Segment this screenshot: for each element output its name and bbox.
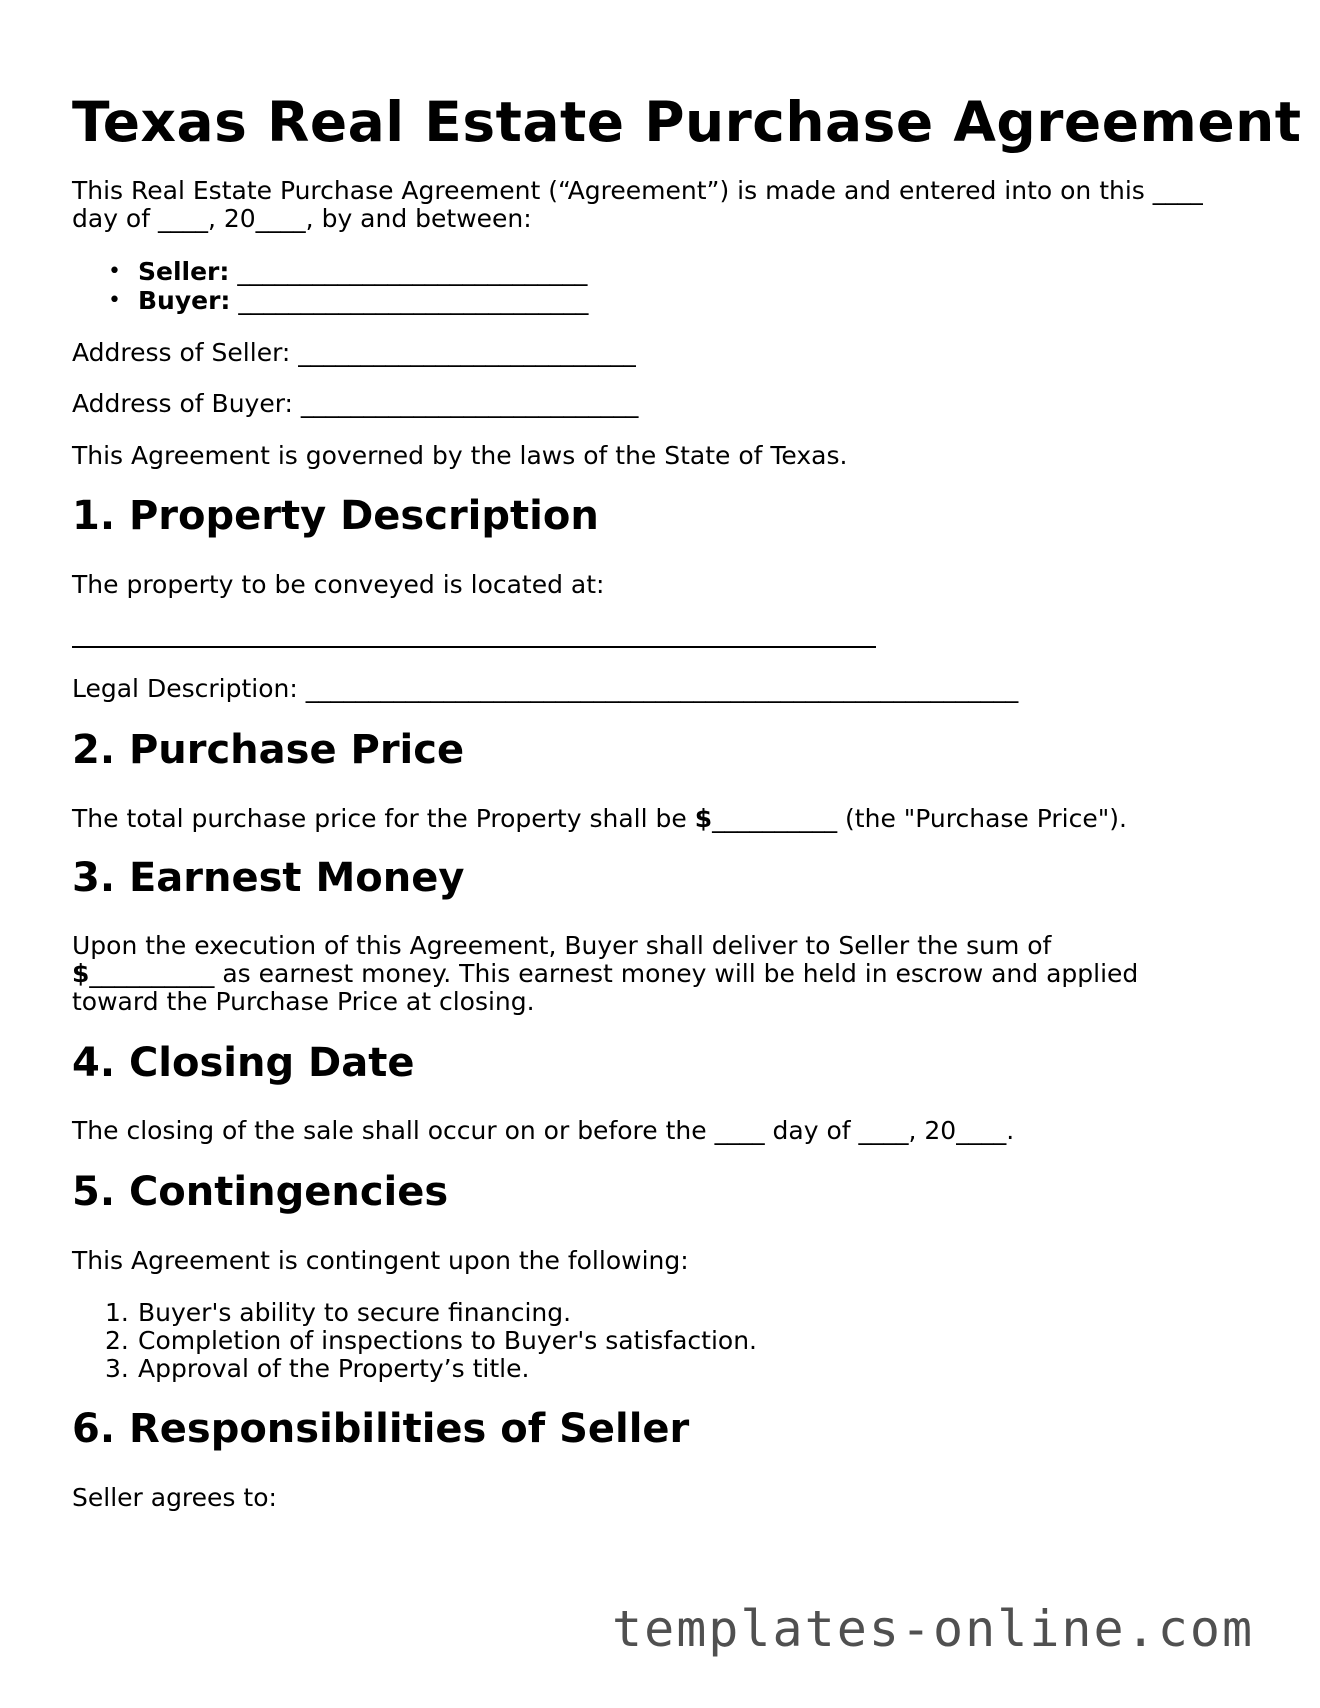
seller-agrees-text: Seller agrees to:: [72, 1483, 277, 1512]
address-of-seller: Address of Seller: ___________________________: [72, 338, 636, 367]
governing-law: This Agreement is governed by the laws of the State of Texas.: [72, 441, 848, 470]
address-of-buyer: Address of Buyer: ___________________________: [72, 389, 639, 418]
legal-description: Legal Description: _________________________________________________________: [72, 674, 1019, 703]
earnest-line-2: $__________ as earnest money. This earnest money will be held in escrow and applied: [72, 959, 1139, 988]
section-heading-seller-responsibilities: 6. Responsibilities of Seller: [72, 1406, 690, 1452]
page-title: Texas Real Estate Purchase Agreement: [72, 90, 1302, 154]
seller-blank: ____________________________: [229, 257, 588, 286]
property-address-blank: [72, 646, 876, 648]
property-location-text: The property to be conveyed is located at:: [72, 570, 605, 599]
section-heading-closing: 4. Closing Date: [72, 1040, 415, 1086]
buyer-label: Buyer:: [138, 286, 231, 315]
earnest-line-3: toward the Purchase Price at closing.: [72, 987, 535, 1016]
section-heading-property: 1. Property Description: [72, 493, 599, 539]
purchase-price-text: The total purchase price for the Property shall be $__________ (the "Purchase Price").: [72, 804, 1127, 833]
seller-label: Seller:: [138, 257, 230, 286]
section-heading-contingencies: 5. Contingencies: [72, 1169, 449, 1215]
bullet-icon: •: [108, 288, 121, 313]
buyer-blank: ____________________________: [230, 286, 589, 315]
contingencies-intro: This Agreement is contingent upon the following:: [72, 1246, 689, 1275]
section-heading-price: 2. Purchase Price: [72, 727, 465, 773]
intro-line-1: This Real Estate Purchase Agreement (“Agreement”) is made and entered into on this ____: [72, 176, 1203, 205]
earnest-line-1: Upon the execution of this Agreement, Buyer shall deliver to Seller the sum of: [72, 931, 1052, 960]
section-heading-earnest: 3. Earnest Money: [72, 855, 465, 901]
watermark: templates-online.com: [612, 1600, 1255, 1658]
bullet-icon: •: [108, 259, 121, 284]
intro-line-2: day of ____, 20____, by and between:: [72, 204, 532, 233]
closing-date-text: The closing of the sale shall occur on or before the ____ day of ____, 20____.: [72, 1116, 1015, 1145]
